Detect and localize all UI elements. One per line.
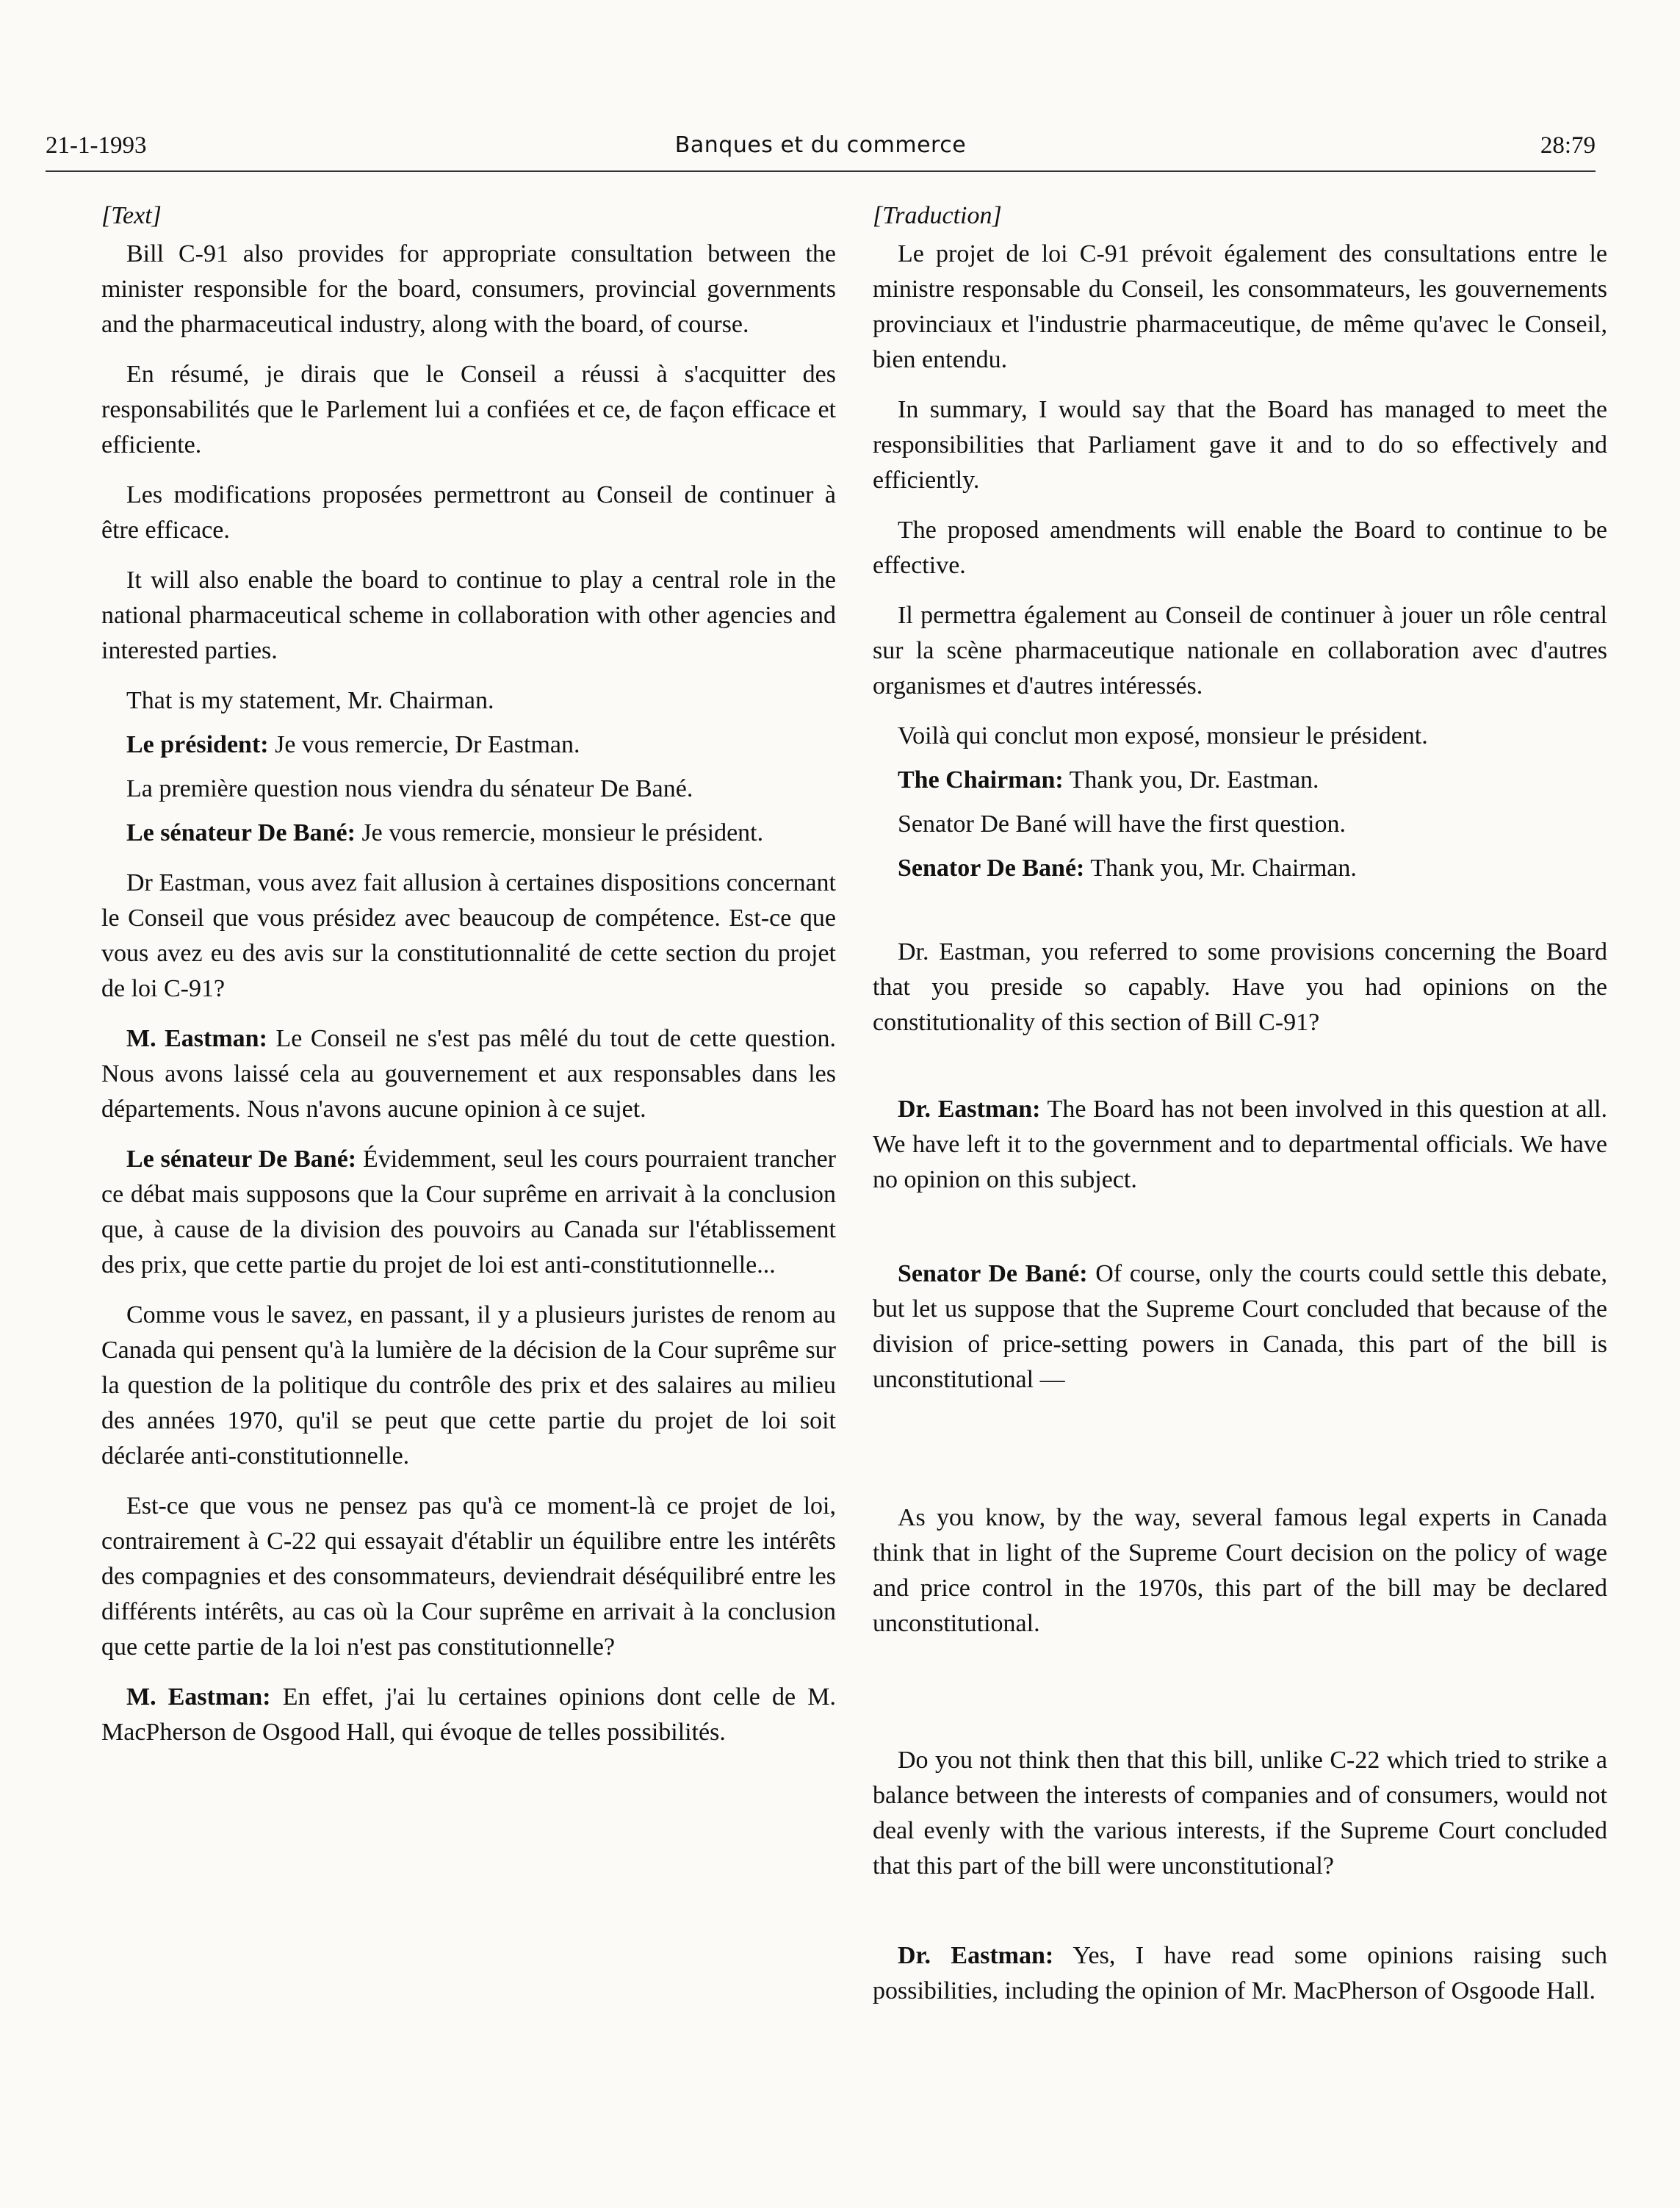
header-date: 21-1-1993 — [46, 132, 147, 159]
speaker-label: Le président: — [126, 731, 269, 758]
speech-text: Yes, I have read some opinions raising such possibilities, including the opinion of Mr. MacPherson of Osgoode Hall. — [873, 1942, 1607, 2004]
speaker-label: Senator De Bané: — [898, 855, 1085, 882]
left-paragraph-7: La première question nous viendra du sénateur De Bané. — [126, 775, 693, 802]
left-paragraph-5: That is my statement, Mr. Chairman. — [126, 687, 494, 714]
speech-text: Évidemment, seul les cours pourraient trancher ce débat mais supposons que la Cour suprême en arrivait à la conclusion que, à cause de la division des pouvoirs au Canada sur l'établissement des prix, que cette partie du projet de loi est anti-constitutionnelle... — [101, 1146, 837, 1279]
left-paragraph-4: It will also enable the board to continue to play a central role in the national pharmaceutical scheme in collaboration with other agencies and interested parties. — [101, 567, 836, 664]
speech-text: Of course, only the courts could settle this debate, but let us suppose that the Supreme Court concluded that because of the division of price-setting powers in Canada, this part of the bill is unconstitutional — — [873, 1260, 1607, 1393]
speech-text: The Board has not been involved in this question at all. We have left it to the government and to departmental officials. We have no opinion on this subject. — [873, 1096, 1607, 1193]
speech-text: Thank you, Dr. Eastman. — [1063, 766, 1319, 794]
right-column — [873, 198, 1607, 2009]
right-paragraph-12: As you know, by the way, several famous legal experts in Canada think that in light of the Supreme Court decision on the policy of wage and price control in the 1970s, this part of the bill may be declared unconstitutional. — [873, 1504, 1607, 1637]
speaker-label: M. Eastman: — [126, 1683, 271, 1711]
right-paragraph-2: In summary, I would say that the Board has managed to meet the responsibilities that Parliament gave it and to do so effectively and efficiently. — [873, 396, 1607, 494]
left-paragraph-8 — [101, 816, 836, 851]
right-paragraph-4: Il permettra également au Conseil de continuer à jouer un rôle central sur la scène pharmaceutique nationale en collaboration avec d'autres organismes et d'autres intéressés. — [873, 602, 1607, 700]
speech-text: Je vous remercie, Dr Eastman. — [268, 731, 580, 758]
right-paragraph-5: Voilà qui conclut mon exposé, monsieur le président. — [898, 722, 1428, 749]
right-paragraph-6 — [873, 763, 1607, 798]
right-paragraph-7: Senator De Bané will have the first question. — [898, 810, 1346, 838]
left-paragraph-1: Bill C-91 also provides for appropriate consultation between the minister responsible for the board, consumers, provincial governments and the pharmaceutical industry, along with the board, of course. — [101, 240, 836, 338]
left-paragraph-12: Comme vous le savez, en passant, il y a plusieurs juristes de renom au Canada qui pensent qu'à la lumière de la décision de la Cour suprême sur la question de la politique du contrôle des prix et des salaires au milieu des années 1970, qu'il se peut que cette partie du projet de loi soit déclarée anti-constitutionnelle. — [101, 1301, 836, 1470]
right-paragraph-1: Le projet de loi C-91 prévoit également des consultations entre le ministre responsable du Conseil, les consommateurs, les gouvernements provinciaux et l'industrie pharmaceutique, de même qu'avec le Conseil, bien entendu. — [873, 240, 1607, 373]
header-title: Banques et du commerce — [674, 132, 967, 158]
right-paragraph-9: Dr. Eastman, you referred to some provisions concerning the Board that you preside so capably. Have you had opinions on the constitutionality of this section of Bill C-91? — [873, 938, 1607, 1036]
right-paragraph-8 — [873, 851, 1607, 886]
speaker-label: Dr. Eastman: — [898, 1942, 1054, 1969]
left-column — [101, 198, 836, 1750]
right-label: [Traduction] — [873, 202, 1002, 229]
speech-text: Le Conseil ne s'est pas mêlé du tout de cette question. Nous avons laissé cela au gouvernement et aux responsables dans les départements. Nous n'avons aucune opinion à ce sujet. — [101, 1025, 836, 1123]
left-paragraph-13: Est-ce que vous ne pensez pas qu'à ce moment-là ce projet de loi, contrairement à C-22 qui essayait d'établir un équilibre entre les intérêts des compagnies et des consommateurs, deviendrait déséquilibré entre les différents intérêts, au cas où la Cour suprême en arrivait à la conclusion que cette partie de la loi n'est pas constitutionnelle? — [101, 1492, 836, 1661]
speech-text: Thank you, Mr. Chairman. — [1084, 855, 1357, 882]
speech-text: En effet, j'ai lu certaines opinions dont celle de M. MacPherson de Osgood Hall, qui évoque de telles possibilités. — [101, 1683, 836, 1746]
speaker-label: The Chairman: — [898, 766, 1064, 794]
right-paragraph-13: Do you not think then that this bill, unlike C-22 which tried to strike a balance between the interests of companies and of consumers, would not deal evenly with the various interests, if the Supreme Court concluded that this part of the bill were unconstitutional? — [873, 1747, 1607, 1880]
header-page-number: 28:79 — [1540, 132, 1596, 159]
speaker-label: Senator De Bané: — [898, 1260, 1088, 1287]
speaker-label: Le sénateur De Bané: — [126, 1146, 357, 1173]
left-label: [Text] — [101, 202, 162, 229]
speaker-label: Le sénateur De Bané: — [126, 819, 356, 846]
left-paragraph-11 — [101, 1142, 836, 1283]
running-head — [46, 126, 1596, 172]
speech-text: Je vous remercie, monsieur le président. — [355, 819, 764, 846]
right-paragraph-11 — [873, 1256, 1607, 1398]
left-paragraph-6 — [101, 727, 836, 763]
right-paragraph-3: The proposed amendments will enable the Board to continue to be effective. — [873, 517, 1607, 579]
left-paragraph-2: En résumé, je dirais que le Conseil a réussi à s'acquitter des responsabilités que le Parlement lui a confiées et ce, de façon efficace et efficiente. — [101, 361, 836, 458]
left-paragraph-14 — [101, 1680, 836, 1750]
right-paragraph-10 — [873, 1092, 1607, 1198]
speaker-label: Dr. Eastman: — [898, 1096, 1041, 1123]
speaker-label: M. Eastman: — [126, 1025, 267, 1052]
left-paragraph-3: Les modifications proposées permettront au Conseil de continuer à être efficace. — [101, 481, 836, 544]
right-paragraph-14 — [873, 1938, 1607, 2009]
left-paragraph-10 — [101, 1021, 836, 1127]
left-paragraph-9: Dr Eastman, vous avez fait allusion à certaines dispositions concernant le Conseil que vous présidez avec beaucoup de compétence. Est-ce que vous avez eu des avis sur la constitutionnalité de cette section du projet de loi C-91? — [101, 869, 836, 1002]
